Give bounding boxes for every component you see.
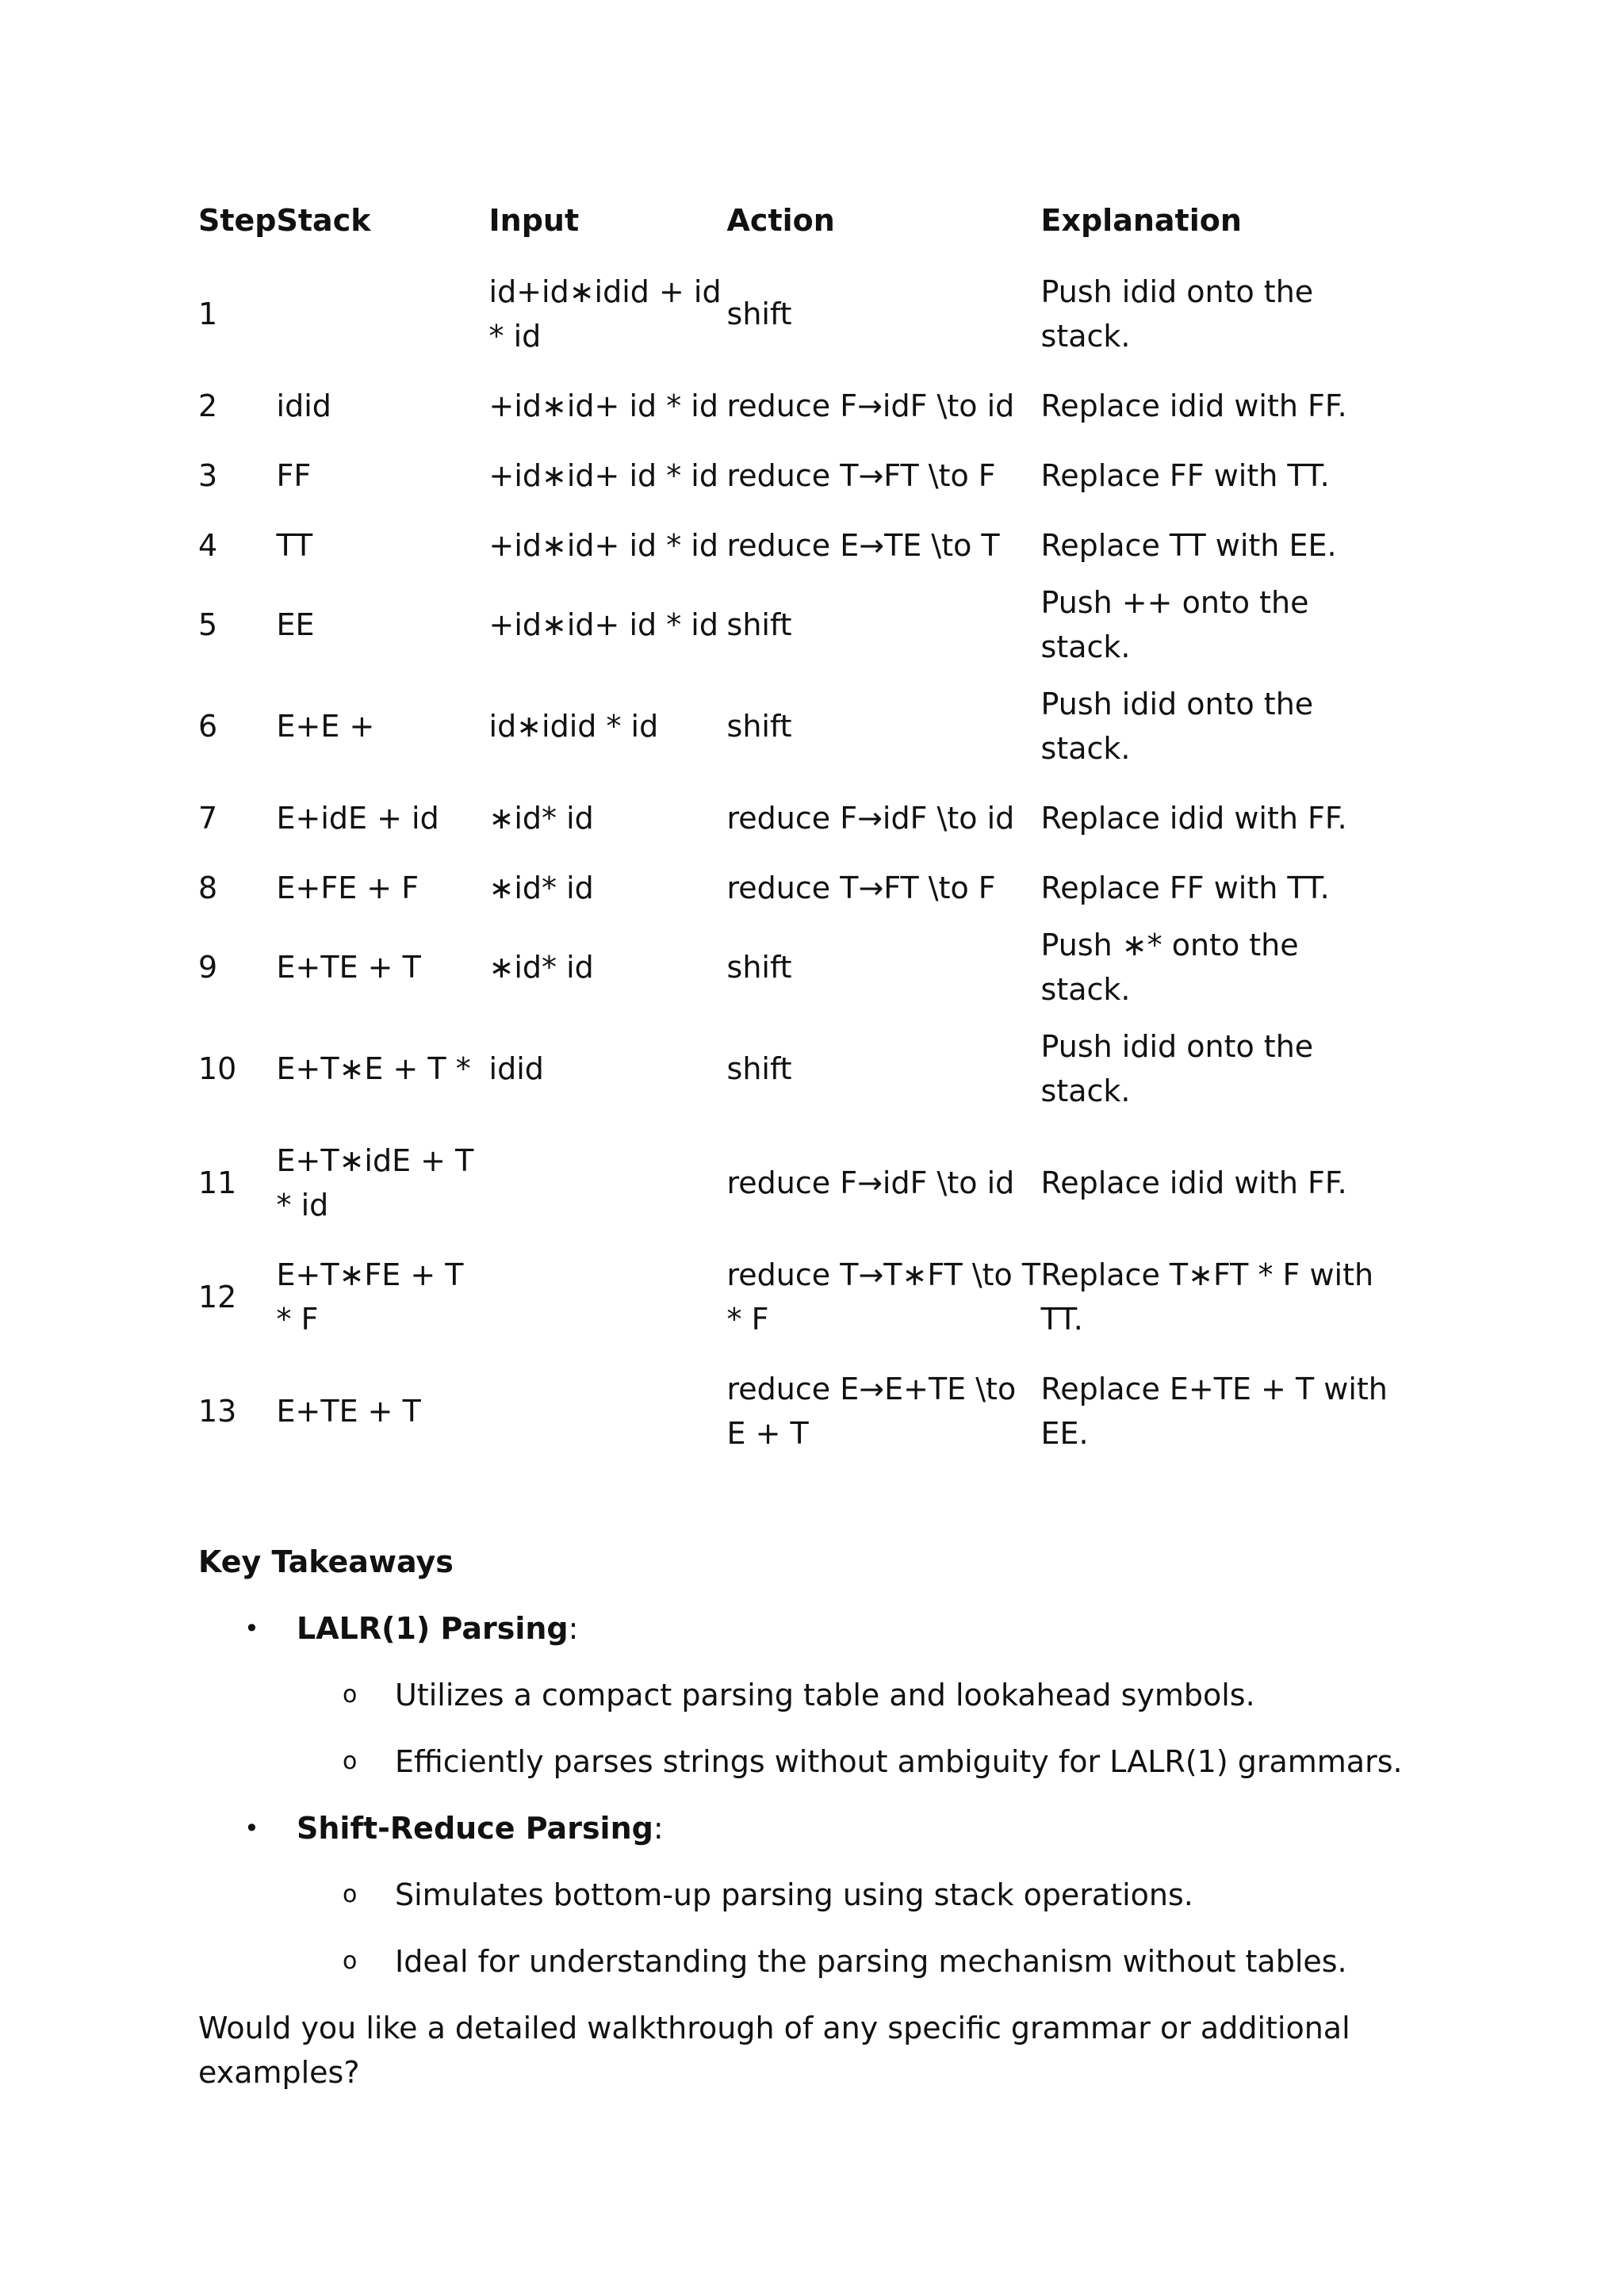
sub-list-item: [343, 1673, 1467, 1717]
takeaways-list: [198, 1606, 1467, 1984]
list-item: [244, 1806, 1467, 1984]
header-stack: Stack: [276, 203, 371, 238]
cell-stack: E+T∗FE + T * F: [276, 1257, 464, 1337]
list-item-title: Shift-Reduce Parsing: [297, 1811, 653, 1846]
sub-list-item: [343, 1873, 1467, 1917]
cell-step: 5: [198, 607, 218, 642]
cell-explanation: Push idid onto the stack.: [1040, 274, 1314, 354]
table-header-row: [198, 198, 1398, 257]
cell-explanation: Replace idid with FF.: [1040, 388, 1347, 423]
sub-list-item-text: Utilizes a compact parsing table and lookahead symbols.: [395, 1678, 1255, 1712]
cell-stack: FF: [276, 458, 312, 493]
cell-action: reduce E→E+TE \to E + T: [726, 1372, 1017, 1451]
cell-action: shift: [726, 297, 792, 331]
cell-explanation: Replace E+TE + T with EE.: [1040, 1372, 1388, 1451]
cell-stack: idid: [276, 388, 331, 423]
cell-input: [489, 1354, 727, 1468]
cell-stack: [277, 257, 489, 371]
cell-explanation: Replace FF with TT.: [1040, 871, 1330, 905]
bullet-icon: •: [244, 1813, 259, 1843]
cell-explanation: Push idid onto the stack.: [1040, 687, 1314, 766]
cell-input: +id∗id+ id * id: [488, 607, 718, 642]
list-item-title: LALR(1) Parsing: [297, 1611, 569, 1646]
cell-explanation: Push ∗* onto the stack.: [1040, 928, 1299, 1007]
cell-explanation: Push ++ onto the stack.: [1040, 585, 1309, 664]
list-item: [244, 1606, 1467, 1784]
circle-bullet-icon: o: [343, 1747, 358, 1775]
table-row: [198, 441, 1398, 511]
table-row: [198, 511, 1398, 580]
cell-action: reduce F→idF \to id: [726, 801, 1015, 836]
cell-input: id+id∗idid + id * id: [488, 274, 722, 354]
table-row: [198, 371, 1398, 441]
table-row: [198, 257, 1398, 371]
table-row: [198, 1126, 1398, 1240]
sub-list-item: [343, 1939, 1467, 1984]
cell-stack: E+FE + F: [276, 871, 419, 905]
cell-step: 7: [198, 801, 218, 836]
cell-step: 6: [198, 709, 218, 744]
table-row: [198, 783, 1398, 853]
cell-input: +id∗id+ id * id: [488, 528, 718, 563]
cell-step: 11: [198, 1165, 237, 1200]
cell-stack: E+TE + T: [276, 1394, 421, 1429]
cell-action: reduce T→FT \to F: [726, 871, 996, 905]
header-input: Input: [488, 203, 580, 238]
table-row: [198, 853, 1398, 923]
cell-step: 4: [198, 528, 218, 563]
bullet-icon: •: [244, 1613, 259, 1644]
circle-bullet-icon: o: [343, 1881, 358, 1908]
cell-stack: E+TE + T: [276, 950, 421, 985]
cell-input: [489, 1126, 727, 1240]
table-row: [198, 923, 1398, 1012]
header-explanation: Explanation: [1040, 203, 1242, 238]
cell-action: shift: [726, 950, 792, 985]
cell-step: 12: [198, 1280, 237, 1314]
cell-input: id∗idid * id: [488, 709, 659, 744]
circle-bullet-icon: o: [343, 1681, 358, 1709]
table-row: [198, 669, 1398, 783]
cell-action: reduce E→TE \to T: [726, 528, 1000, 563]
cell-action: shift: [726, 709, 792, 744]
key-takeaways-section: [198, 1540, 1467, 2095]
cell-action: reduce T→T∗FT \to T * F: [726, 1257, 1041, 1337]
cell-explanation: Replace T∗FT * F with TT.: [1040, 1257, 1374, 1337]
cell-input: [489, 1240, 727, 1354]
list-item-suffix: :: [568, 1611, 579, 1646]
cell-action: shift: [726, 1051, 792, 1086]
cell-explanation: Push idid onto the stack.: [1040, 1029, 1314, 1108]
sub-list: [244, 1673, 1467, 1784]
cell-action: shift: [726, 607, 792, 642]
cell-action: reduce T→FT \to F: [726, 458, 996, 493]
cell-input: idid: [488, 1051, 544, 1086]
cell-input: ∗id* id: [488, 871, 594, 905]
cell-action: reduce F→idF \to id: [726, 388, 1015, 423]
list-item-suffix: :: [653, 1811, 664, 1846]
sub-list: [244, 1873, 1467, 1984]
cell-step: 1: [198, 297, 218, 331]
circle-bullet-icon: o: [343, 1947, 358, 1975]
cell-stack: E+E +: [276, 709, 375, 744]
cell-step: 10: [198, 1051, 237, 1086]
cell-input: +id∗id+ id * id: [488, 388, 718, 423]
cell-explanation: Replace FF with TT.: [1040, 458, 1330, 493]
cell-input: +id∗id+ id * id: [488, 458, 718, 493]
parsing-steps-table: [198, 198, 1398, 1468]
cell-input: ∗id* id: [488, 801, 594, 836]
cell-step: 13: [198, 1394, 237, 1429]
cell-stack: E+T∗idE + T * id: [276, 1143, 474, 1223]
table-row: [198, 1012, 1398, 1126]
sub-list-item-text: Ideal for understanding the parsing mechanism without tables.: [395, 1944, 1347, 1979]
header-step: Step: [198, 203, 277, 238]
cell-action: reduce F→idF \to id: [726, 1165, 1015, 1200]
table-row: [198, 1354, 1398, 1468]
cell-step: 3: [198, 458, 218, 493]
sub-list-item-text: Efficiently parses strings without ambiguity for LALR(1) grammars.: [395, 1744, 1403, 1779]
header-action: Action: [726, 203, 835, 238]
cell-step: 9: [198, 950, 218, 985]
table-row: [198, 580, 1398, 669]
key-takeaways-heading: Key Takeaways: [198, 1544, 454, 1579]
sub-list-item: [343, 1739, 1467, 1784]
cell-explanation: Replace idid with FF.: [1040, 801, 1347, 836]
cell-step: 8: [198, 871, 218, 905]
cell-stack: E+idE + id: [276, 801, 439, 836]
cell-explanation: Replace idid with FF.: [1040, 1165, 1347, 1200]
sub-list-item-text: Simulates bottom-up parsing using stack operations.: [395, 1877, 1193, 1912]
table-row: [198, 1240, 1398, 1354]
cell-input: ∗id* id: [488, 950, 594, 985]
cell-step: 2: [198, 388, 218, 423]
cell-stack: EE: [276, 607, 315, 642]
cell-explanation: Replace TT with EE.: [1040, 528, 1337, 563]
document-page: [198, 198, 1467, 2095]
cell-stack: E+T∗E + T *: [276, 1051, 471, 1086]
closing-question: Would you like a detailed walkthrough of any specific grammar or additional examples?: [198, 2011, 1350, 2090]
cell-stack: TT: [276, 528, 313, 563]
